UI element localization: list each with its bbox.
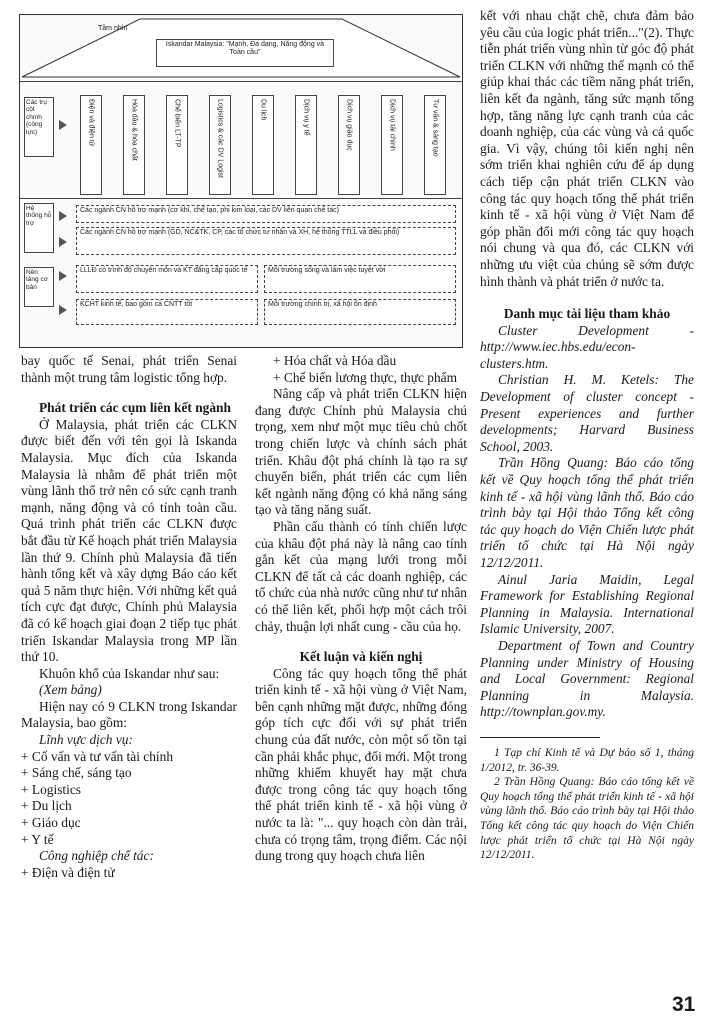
arrow-icon [59, 120, 67, 130]
list-item: + Logistics [21, 781, 81, 797]
pillar: Logistics & các DV Logist [209, 95, 231, 195]
paragraph: Công tác quy hoạch tổng thể phát triển kinh tế - xã hội vùng ở Việt Nam, bên cạnh những mặt được, những đóng góp tích cực đối với sự phát triển chung của đất nước, còn một số tồn tại cần phải khắc phục, đổi mới. Một trong những khiếm khuyết hay mặt chưa được trong công tác quy hoạch tổng thể phát triển kinh tế - xã hội vùng ở nước ta là: "... quy hoạch còn dàn trải, chưa có trọng tâm, trọng điểm. Các nội dung trong quy hoạch chưa liên [255, 665, 467, 864]
paragraph: bay quốc tế Senai, phát triển Senai thành một trung tâm logistic tổng hợp. [21, 353, 237, 385]
foundation-side-label: Nền tảng cơ bản [24, 267, 54, 307]
foundation-box: Môi trường chính trị, xã hội ổn định [264, 299, 456, 325]
references-list [480, 323, 694, 721]
paragraph: kết với nhau chặt chẽ, chưa đảm bảo yêu cầu của logic phát triển..."(2). Thực tiễn phát triển vùng nhìn từ góc độ phát triển CLKN với những thế mạnh có thể giúp khai thác các tiềm năng phát triển, liên kết đa ngành, tăng sức mạnh tổng hợp, tăng năng lực cạnh tranh của các doanh nghiệp, của các vùng và cả quốc gia. Vì vậy, chúng tôi kiến nghị nên sớm triển khai nghiên cứu để áp dụng cách tiếp cận phát triển CLKN vào công tác quy hoạch tổng thể phát triển kinh tế - xã hội vùng ở Việt Nam để góp phần đổi mới công tác quy hoạch nói chung và qua đó, các CLKN với những ưu việt của chúng sẽ sớm được hình thành và phát triển ở nước ta. [480, 8, 694, 289]
reference-item: Christian H. M. Ketels: The Development of cluster concept - Present experiences and further developments; Harvard Business School, 2003. [480, 372, 694, 454]
pillar: Tư vấn & sáng tạo [424, 95, 446, 195]
paragraph: (Xem bảng) [39, 682, 102, 698]
foundation-box: KCHT kinh tế, bao gồm cả CNTT tốt [76, 299, 258, 325]
iskandar-framework-figure [19, 14, 463, 348]
pillar: Hóa dầu & hóa chất [123, 95, 145, 195]
list-item: + Sáng chế, sáng tạo [21, 765, 132, 781]
foundation-box: LLLĐ có trình độ chuyên môn và KT đẳng cấp quốc tế [76, 265, 258, 293]
pillar-side-label: Các trụ cột chính (công lực) [24, 97, 54, 157]
paragraph: Phần cấu thành có tính chiến lược của khâu đột phá này là nâng cao tính gắn kết của mạng lưới trong mỗi CLKN để tất cả các doanh nghiệp, các tổ chức của nhà nước cũng như tư nhân có thể liên kết, phối hợp một cách trôi chảy, thuận lợi nhất cung - cầu của họ. [255, 518, 467, 634]
paragraph: Nâng cấp và phát triển CLKN hiện đang được Chính phủ Malaysia chú trọng, xem như một mục tiêu chủ chốt trong chiến lược và chính sách phát triển. Khâu đột phá chính là tạo ra sự chuyển biến, phát triển các cụm liên kết ngành năng động có khả năng sáng tạo và tăng năng suất. [255, 386, 467, 518]
reference-item: Ainul Jaria Maidin, Legal Framework for Establishing Regional Planning in Malaysia. International Islamic University, 2007. [480, 571, 694, 637]
footnotes [480, 746, 694, 863]
list-item: + Cố vấn và tư vấn tài chính [21, 748, 174, 764]
list-item: + Điện và điện tử [21, 864, 115, 880]
support-side-label: Hệ thống hỗ trợ [24, 203, 54, 253]
column-1 [21, 353, 237, 881]
section-heading: Kết luận và kiến nghị [299, 649, 423, 665]
pillar: Điện và điện tử [80, 95, 102, 195]
arrow-icon [59, 237, 67, 247]
arrow-icon [59, 305, 67, 315]
pillar: Chế biến LT-TP [166, 95, 188, 195]
section-heading: Phát triển các cụm liên kết ngành [39, 400, 231, 416]
reference-item: Cluster Development - http://www.iec.hbs.edu/econ-clusters.htm. [480, 322, 694, 371]
list-item: + Chế biến lương thực, thực phẩm [273, 369, 458, 385]
support-row: Các ngành CN hỗ trợ mạnh (cơ khí, chế tạo, phi kim loại, các DV liên quan chế tác) [76, 205, 456, 223]
support-row: Các ngành CN hỗ trợ mạnh (GD, NC&TK, CP, các tổ chức tư nhân và XH, hệ thống TTLL và điều phối) [76, 227, 456, 255]
vision-text: Iskandar Malaysia: "Mạnh, Đa dạng, Năng động và Toàn cầu" [156, 39, 334, 67]
pillar: Du lịch [252, 95, 274, 195]
column-3 [480, 8, 694, 863]
reference-item: Trần Hồng Quang: Báo cáo tổng kết về Quy hoạch tổng thể phát triển kinh tế - xã hội vùng lãnh thổ. Báo cáo trình bày tại Hội thảo Tổng kết công tác quy hoạch do Viện Chiến lược phát triển tổ chức tại Hà Nội ngày 12/12/2011. [480, 455, 694, 570]
list-label: Lĩnh vực dịch vụ: [39, 732, 133, 748]
pillar: Dịch vụ tài chính [381, 95, 403, 195]
paragraph: Hiện nay có 9 CLKN trong Iskandar Malaysia, bao gồm: [21, 698, 237, 731]
paragraph: Ở Malaysia, phát triển các CLKN được biết đến với tên gọi là Iskanda Malaysia. Mục đích của Iskanda Malaysia là nhằm để phát triển một vùng lãnh thổ trở nên có sức cạnh tranh mạnh, năng động và có tính toàn cầu. Quá trình phát triển các CLKN được bắt đầu từ Kế hoạch phát triển Malaysia lần thứ 9. Chính phủ Malaysia đã tiến hành tổng kết và xây dựng Báo cáo kết quả 5 năm thực hiện. Với những kết quả tích cực đạt được, Chính phủ Malaysia đã có kế hoạch giai đoạn 2 tiếp tục phát triển Iskandar Malaysia trong MP lần thứ 10. [21, 416, 237, 665]
column-2 [255, 353, 467, 865]
arrow-icon [59, 211, 67, 221]
list-item: + Hóa chất và Hóa dầu [273, 353, 397, 368]
reference-item: Department of Town and Country Planning under Ministry of Housing and Local Government: Regional Planning in Malaysia. http://townplan.gov.my. [480, 637, 694, 720]
arrow-icon [59, 271, 67, 281]
list-label: Công nghiệp chế tác: [39, 848, 154, 864]
page-number: 31 [672, 993, 696, 1016]
footnote-divider [480, 737, 600, 738]
references-heading: Danh mục tài liệu tham khảo [503, 306, 671, 322]
footnote: 1 Tạp chí Kinh tế và Dự báo số 1, tháng 1/2012, tr. 36-39. [480, 746, 694, 774]
list-item: + Y tế [21, 831, 54, 847]
paragraph: Khuôn khổ của Iskandar như sau: [39, 665, 220, 681]
list-item: + Giáo dục [21, 815, 81, 831]
vision-label: Tầm nhìn [98, 25, 128, 32]
list-item: + Du lịch [21, 798, 72, 814]
footnote: 2 Trần Hồng Quang: Báo cáo tổng kết về Quy hoạch tổng thể phát triển kinh tế - xã hội vùng lãnh thổ. Báo cáo trình bày tại Hội thảo Tổng kết công tác quy hoạch do Viện Chiến lược phát triển tổ chức tại Hà Nội ngày 12/12/2011. [480, 776, 694, 862]
foundation-box: Môi trường sống và làm việc tuyệt vời [264, 265, 456, 293]
pillar: Dịch vụ y tế [295, 95, 317, 195]
pillar: Dịch vụ giáo dục [338, 95, 360, 195]
